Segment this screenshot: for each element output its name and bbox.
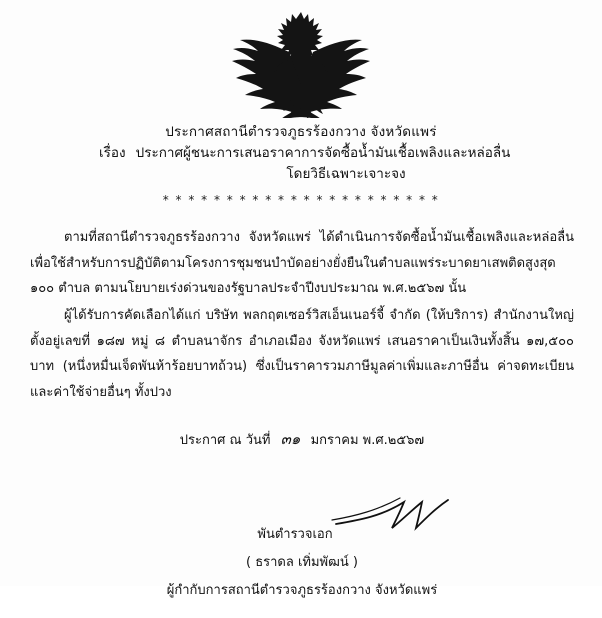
signer-name: ( ธราดล เทิ่มพัฒน์ ) [246, 555, 358, 571]
date-suffix: มกราคม พ.ศ.๒๕๖๗ [310, 432, 425, 448]
document-body [0, 225, 602, 618]
separator-stars: * * * * * * * * * * * * * * * * * * * * * * [162, 193, 440, 208]
date-line [30, 425, 574, 454]
subject-text: ประกาศผู้ชนะการเสนอราคาการจัดซื้อน้ำมันเชื้อเพลิงและหล่อลื่น [135, 144, 511, 161]
emblem-container [0, 0, 602, 118]
paragraph-1: ตามที่สถานีตำรวจภูธรร้องกวาง จังหวัดแพร่ ได้ดำเนินการจัดซื้อน้ำมันเชื้อเพลิงและหล่อลื่น เพื่อใช้สำหรับการปฏิบัติตามโครงการชุมชนบำบัดอย่างยั่งยืนในตำบลแพร่ระบาดยาเสพติดสูงสุด ๑๐๐ ตำบล ตามนโยบายเร่งด่วนของรัฐบาลประจำปีงบประมาณ พ.ศ.๒๕๖๗ นั้น [30, 230, 574, 297]
date-prefix: ประกาศ ณ วันที่ [179, 432, 271, 448]
garuda-emblem-icon [226, 8, 376, 118]
signer-position: ผู้กำกับการสถานีตำรวจภูธรร้องกวาง จังหวัดแพร่ [166, 583, 438, 599]
handwritten-day: ๓๑ [280, 429, 301, 448]
signer-rank: พันตำรวจเอก [257, 527, 333, 543]
method-line: โดยวิธีเฉพาะเจาะจง [286, 165, 406, 182]
signature-block [30, 498, 574, 618]
page-title: ประกาศสถานีตำรวจภูธรร้องกวาง จังหวัดแพร่ [165, 124, 437, 140]
subject-line [40, 143, 562, 164]
subject-label: เรื่อง [99, 144, 126, 161]
document-header [0, 122, 602, 207]
paragraph-2: ผู้ได้รับการคัดเลือกได้แก่ บริษัท พลกฤตเซอร์วิสเอ็นเนอร์จี้ จำกัด (ให้บริการ) สำนักงานใหญ่ ตั้งอยู่เลขที่ ๑๘๗ หมู่ ๘ ตำบลนาจักร อำเภอเมือง จังหวัดแพร่ เสนอราคาเป็นเงินทั้งสิ้น ๑๗,๕๐๐ บาท (หนึ่งหมื่นเจ็ดพันห้าร้อยบาทถ้วน) ซึ่งเป็นราคารวมภาษีมูลค่าเพิ่มและภาษีอื่น ค่าจดทะเบียน และค่าใช้จ่ายอื่นๆ ทั้งปวง [30, 308, 574, 400]
